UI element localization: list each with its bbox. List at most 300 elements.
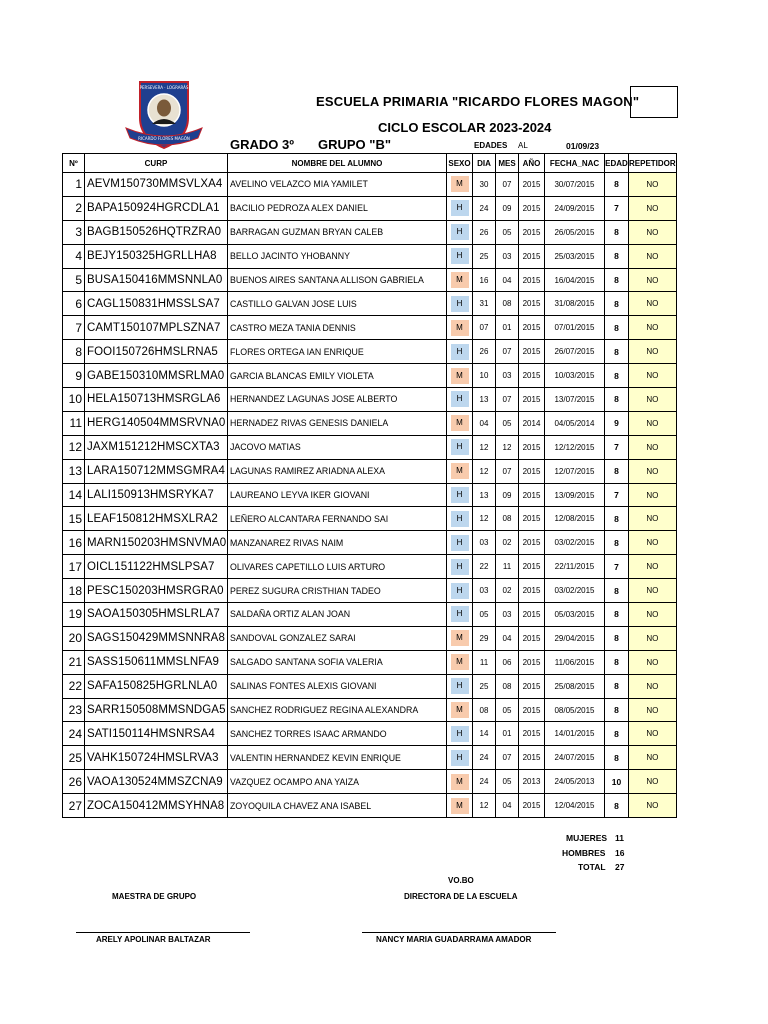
year-cell: 2015 [519, 244, 545, 268]
sex-badge: H [451, 224, 469, 240]
repeater-cell: NO [629, 531, 677, 555]
table-row [63, 603, 677, 627]
age-cell: 8 [605, 340, 629, 364]
repeater-cell: NO [629, 483, 677, 507]
student-name-cell: PEREZ SUGURA CRISTHIAN TADEO [228, 579, 447, 603]
table-row [63, 459, 677, 483]
student-name-cell: ZOYOQUILA CHAVEZ ANA ISABEL [228, 794, 447, 818]
month-cell: 02 [496, 531, 519, 555]
month-cell: 01 [496, 316, 519, 340]
age-cell: 7 [605, 435, 629, 459]
table-row [63, 435, 677, 459]
age-cell: 8 [605, 268, 629, 292]
sex-cell [447, 650, 473, 674]
row-number: 16 [63, 531, 85, 555]
logo-caption: RICARDO FLORES MAGÓN [138, 136, 190, 141]
table-header-row [63, 154, 677, 173]
principal-title: DIRECTORA DE LA ESCUELA [404, 892, 518, 901]
day-cell: 07 [473, 316, 496, 340]
sex-badge: M [451, 368, 469, 384]
curp-cell: CAGL150831HMSSLSA7 [85, 292, 228, 316]
year-cell: 2015 [519, 220, 545, 244]
month-cell: 05 [496, 698, 519, 722]
student-name-cell: VAZQUEZ OCAMPO ANA YAIZA [228, 770, 447, 794]
col-header-num: Nº [63, 154, 85, 173]
month-cell: 05 [496, 220, 519, 244]
birthdate-cell: 13/07/2015 [545, 388, 605, 412]
month-cell: 03 [496, 364, 519, 388]
month-cell: 06 [496, 650, 519, 674]
repeater-cell: NO [629, 364, 677, 388]
teacher-name: ARELY APOLINAR BALTAZAR [96, 935, 211, 944]
day-cell: 31 [473, 292, 496, 316]
repeater-cell: NO [629, 698, 677, 722]
repeater-cell: NO [629, 244, 677, 268]
age-cell: 7 [605, 555, 629, 579]
row-number: 22 [63, 674, 85, 698]
age-cell: 8 [605, 794, 629, 818]
month-cell: 04 [496, 268, 519, 292]
age-cell: 7 [605, 196, 629, 220]
age-cell: 8 [605, 626, 629, 650]
col-header-repetidor: REPETIDOR [629, 154, 677, 173]
year-cell: 2015 [519, 268, 545, 292]
day-cell: 08 [473, 698, 496, 722]
sex-badge: H [451, 750, 469, 766]
month-cell: 04 [496, 626, 519, 650]
sex-badge: H [451, 535, 469, 551]
table-row [63, 244, 677, 268]
birthdate-cell: 12/08/2015 [545, 507, 605, 531]
month-cell: 04 [496, 794, 519, 818]
repeater-cell: NO [629, 196, 677, 220]
sex-cell [447, 722, 473, 746]
curp-cell: VAOA130524MMSZCNA9 [85, 770, 228, 794]
student-name-cell: LAUREANO LEYVA IKER GIOVANI [228, 483, 447, 507]
age-cell: 8 [605, 507, 629, 531]
birthdate-cell: 25/03/2015 [545, 244, 605, 268]
sex-badge: M [451, 176, 469, 192]
age-cell: 8 [605, 244, 629, 268]
row-number: 26 [63, 770, 85, 794]
sex-badge: H [451, 606, 469, 622]
year-cell: 2015 [519, 531, 545, 555]
age-cell: 10 [605, 770, 629, 794]
col-header-curp: CURP [85, 154, 228, 173]
student-name-cell: OLIVARES CAPETILLO LUIS ARTURO [228, 555, 447, 579]
age-cell: 8 [605, 746, 629, 770]
table-row [63, 364, 677, 388]
month-cell: 02 [496, 579, 519, 603]
repeater-cell: NO [629, 650, 677, 674]
sex-cell [447, 388, 473, 412]
total-count: 27 [615, 862, 625, 872]
curp-cell: SASS150611MMSLNFA9 [85, 650, 228, 674]
repeater-cell: NO [629, 746, 677, 770]
year-cell: 2015 [519, 459, 545, 483]
student-name-cell: VALENTIN HERNANDEZ KEVIN ENRIQUE [228, 746, 447, 770]
month-cell: 08 [496, 674, 519, 698]
month-cell: 07 [496, 340, 519, 364]
repeater-cell: NO [629, 268, 677, 292]
curp-cell: HELA150713HMSRGLA6 [85, 388, 228, 412]
curp-cell: LARA150712MMSGMRA4 [85, 459, 228, 483]
sex-cell [447, 698, 473, 722]
sex-cell [447, 435, 473, 459]
sex-cell [447, 411, 473, 435]
month-cell: 08 [496, 507, 519, 531]
day-cell: 25 [473, 674, 496, 698]
curp-cell: BAPA150924HGRCDLA1 [85, 196, 228, 220]
month-cell: 11 [496, 555, 519, 579]
year-cell: 2015 [519, 364, 545, 388]
day-cell: 13 [473, 483, 496, 507]
col-header-edad: EDAD [605, 154, 629, 173]
table-row [63, 674, 677, 698]
sex-cell [447, 794, 473, 818]
age-cell: 8 [605, 603, 629, 627]
table-row [63, 770, 677, 794]
year-cell: 2015 [519, 579, 545, 603]
day-cell: 24 [473, 746, 496, 770]
year-cell: 2015 [519, 650, 545, 674]
grade-label: GRADO 3º [230, 137, 294, 152]
row-number: 24 [63, 722, 85, 746]
student-name-cell: MANZANAREZ RIVAS NAIM [228, 531, 447, 555]
sex-badge: H [451, 248, 469, 264]
year-cell: 2015 [519, 316, 545, 340]
student-name-cell: BACILIO PEDROZA ALEX DANIEL [228, 196, 447, 220]
age-cell: 8 [605, 650, 629, 674]
teacher-signature-line [76, 932, 250, 933]
row-number: 8 [63, 340, 85, 364]
day-cell: 04 [473, 411, 496, 435]
sex-cell [447, 340, 473, 364]
repeater-cell: NO [629, 507, 677, 531]
birthdate-cell: 04/05/2014 [545, 411, 605, 435]
sex-cell [447, 531, 473, 555]
table-row [63, 388, 677, 412]
row-number: 18 [63, 579, 85, 603]
table-row [63, 555, 677, 579]
row-number: 19 [63, 603, 85, 627]
repeater-cell: NO [629, 388, 677, 412]
student-name-cell: LAGUNAS RAMIREZ ARIADNA ALEXA [228, 459, 447, 483]
sex-badge: M [451, 702, 469, 718]
repeater-cell: NO [629, 579, 677, 603]
birthdate-cell: 07/01/2015 [545, 316, 605, 340]
sex-cell [447, 316, 473, 340]
birthdate-cell: 26/07/2015 [545, 340, 605, 364]
curp-cell: BUSA150416MMSNNLA0 [85, 268, 228, 292]
day-cell: 12 [473, 435, 496, 459]
sex-cell [447, 483, 473, 507]
mujeres-count: 11 [615, 833, 624, 843]
birthdate-cell: 29/04/2015 [545, 626, 605, 650]
day-cell: 30 [473, 173, 496, 197]
month-cell: 03 [496, 244, 519, 268]
year-cell: 2015 [519, 483, 545, 507]
student-name-cell: FLORES ORTEGA IAN ENRIQUE [228, 340, 447, 364]
day-cell: 12 [473, 794, 496, 818]
table-row [63, 579, 677, 603]
day-cell: 12 [473, 507, 496, 531]
year-cell: 2015 [519, 722, 545, 746]
sex-badge: M [451, 463, 469, 479]
curp-cell: OICL151122HMSLPSA7 [85, 555, 228, 579]
day-cell: 26 [473, 220, 496, 244]
repeater-cell: NO [629, 411, 677, 435]
day-cell: 05 [473, 603, 496, 627]
year-cell: 2015 [519, 196, 545, 220]
sex-badge: M [451, 774, 469, 790]
student-name-cell: SANCHEZ RODRIGUEZ REGINA ALEXANDRA [228, 698, 447, 722]
year-cell: 2015 [519, 507, 545, 531]
student-name-cell: BUENOS AIRES SANTANA ALLISON GABRIELA [228, 268, 447, 292]
day-cell: 24 [473, 196, 496, 220]
sex-cell [447, 364, 473, 388]
repeater-cell: NO [629, 603, 677, 627]
year-cell: 2015 [519, 794, 545, 818]
curp-cell: CAMT150107MPLSZNA7 [85, 316, 228, 340]
table-row [63, 173, 677, 197]
row-number: 12 [63, 435, 85, 459]
curp-cell: FOOI150726HMSLRNA5 [85, 340, 228, 364]
month-cell: 09 [496, 483, 519, 507]
student-name-cell: SALGADO SANTANA SOFIA VALERIA [228, 650, 447, 674]
day-cell: 11 [473, 650, 496, 674]
birthdate-cell: 24/09/2015 [545, 196, 605, 220]
sex-cell [447, 770, 473, 794]
col-header-anio: AÑO [519, 154, 545, 173]
logo-motto: PERSEVERA · LOGRARÁS [139, 85, 189, 90]
table-row [63, 316, 677, 340]
hombres-label: HOMBRES [562, 848, 606, 858]
day-cell: 10 [473, 364, 496, 388]
row-number: 17 [63, 555, 85, 579]
repeater-cell: NO [629, 674, 677, 698]
mujeres-label: MUJERES [566, 833, 608, 843]
birthdate-cell: 31/08/2015 [545, 292, 605, 316]
repeater-cell: NO [629, 770, 677, 794]
curp-cell: ZOCA150412MMSYHNA8 [85, 794, 228, 818]
birthdate-cell: 10/03/2015 [545, 364, 605, 388]
sex-cell [447, 746, 473, 770]
age-cell: 8 [605, 722, 629, 746]
year-cell: 2015 [519, 746, 545, 770]
year-cell: 2013 [519, 770, 545, 794]
month-cell: 05 [496, 770, 519, 794]
birthdate-cell: 26/05/2015 [545, 220, 605, 244]
birthdate-cell: 11/06/2015 [545, 650, 605, 674]
table-row [63, 531, 677, 555]
day-cell: 03 [473, 579, 496, 603]
birthdate-cell: 25/08/2015 [545, 674, 605, 698]
month-cell: 12 [496, 435, 519, 459]
age-cell: 8 [605, 316, 629, 340]
student-table [62, 153, 677, 818]
year-cell: 2015 [519, 674, 545, 698]
row-number: 4 [63, 244, 85, 268]
row-number: 11 [63, 411, 85, 435]
row-number: 21 [63, 650, 85, 674]
sex-cell [447, 220, 473, 244]
school-cycle: CICLO ESCOLAR 2023-2024 [378, 120, 552, 135]
row-number: 25 [63, 746, 85, 770]
curp-cell: SARR150508MMSNDGA5 [85, 698, 228, 722]
repeater-cell: NO [629, 340, 677, 364]
day-cell: 12 [473, 459, 496, 483]
curp-cell: LALI150913HMSRYKA7 [85, 483, 228, 507]
student-name-cell: BELLO JACINTO YHOBANNY [228, 244, 447, 268]
age-cell: 9 [605, 411, 629, 435]
year-cell: 2015 [519, 292, 545, 316]
month-cell: 07 [496, 173, 519, 197]
repeater-cell: NO [629, 173, 677, 197]
row-number: 6 [63, 292, 85, 316]
day-cell: 29 [473, 626, 496, 650]
curp-cell: SAFA150825HGRLNLA0 [85, 674, 228, 698]
row-number: 15 [63, 507, 85, 531]
table-row [63, 411, 677, 435]
student-name-cell: LEÑERO ALCANTARA FERNANDO SAI [228, 507, 447, 531]
month-cell: 07 [496, 459, 519, 483]
curp-cell: BEJY150325HGRLLHA8 [85, 244, 228, 268]
student-name-cell: SALDAÑA ORTIZ ALAN JOAN [228, 603, 447, 627]
month-cell: 08 [496, 292, 519, 316]
birthdate-cell: 08/05/2015 [545, 698, 605, 722]
hombres-count: 16 [615, 848, 625, 858]
school-title: ESCUELA PRIMARIA "RICARDO FLORES MAGON" [316, 94, 640, 109]
day-cell: 25 [473, 244, 496, 268]
month-cell: 01 [496, 722, 519, 746]
repeater-cell: NO [629, 722, 677, 746]
repeater-cell: NO [629, 459, 677, 483]
col-header-fecha: FECHA_NAC [545, 154, 605, 173]
day-cell: 24 [473, 770, 496, 794]
table-row [63, 292, 677, 316]
row-number: 7 [63, 316, 85, 340]
table-row [63, 626, 677, 650]
curp-cell: HERG140504MMSRVNA0 [85, 411, 228, 435]
repeater-cell: NO [629, 220, 677, 244]
age-cell: 8 [605, 674, 629, 698]
sex-badge: H [451, 726, 469, 742]
table-row [63, 268, 677, 292]
year-cell: 2015 [519, 173, 545, 197]
year-cell: 2015 [519, 340, 545, 364]
student-name-cell: GARCIA BLANCAS EMILY VIOLETA [228, 364, 447, 388]
birthdate-cell: 05/03/2015 [545, 603, 605, 627]
age-cell: 8 [605, 173, 629, 197]
table-row [63, 220, 677, 244]
row-number: 5 [63, 268, 85, 292]
curp-cell: VAHK150724HMSLRVA3 [85, 746, 228, 770]
repeater-cell: NO [629, 794, 677, 818]
sex-badge: M [451, 654, 469, 670]
month-cell: 09 [496, 196, 519, 220]
sex-cell [447, 674, 473, 698]
table-row [63, 340, 677, 364]
birthdate-cell: 24/07/2015 [545, 746, 605, 770]
sex-badge: M [451, 798, 469, 814]
sex-badge: H [451, 678, 469, 694]
table-row [63, 650, 677, 674]
curp-cell: MARN150203HMSNVMA0 [85, 531, 228, 555]
day-cell: 13 [473, 388, 496, 412]
sex-cell [447, 579, 473, 603]
student-name-cell: HERNANDEZ LAGUNAS JOSE ALBERTO [228, 388, 447, 412]
birthdate-cell: 12/12/2015 [545, 435, 605, 459]
month-cell: 07 [496, 388, 519, 412]
row-number: 3 [63, 220, 85, 244]
age-cell: 8 [605, 220, 629, 244]
sex-cell [447, 244, 473, 268]
row-number: 10 [63, 388, 85, 412]
curp-cell: SAOA150305HMSLRLA7 [85, 603, 228, 627]
student-name-cell: CASTRO MEZA TANIA DENNIS [228, 316, 447, 340]
sex-cell [447, 196, 473, 220]
sex-cell [447, 555, 473, 579]
age-cell: 7 [605, 483, 629, 507]
day-cell: 03 [473, 531, 496, 555]
age-cell: 8 [605, 531, 629, 555]
sex-cell [447, 459, 473, 483]
row-number: 13 [63, 459, 85, 483]
sex-badge: H [451, 391, 469, 407]
birthdate-cell: 12/07/2015 [545, 459, 605, 483]
age-cell: 8 [605, 698, 629, 722]
sex-cell [447, 507, 473, 531]
student-name-cell: BARRAGAN GUZMAN BRYAN CALEB [228, 220, 447, 244]
birthdate-cell: 22/11/2015 [545, 555, 605, 579]
age-cell: 8 [605, 364, 629, 388]
day-cell: 14 [473, 722, 496, 746]
table-row [63, 746, 677, 770]
student-name-cell: SALINAS FONTES ALEXIS GIOVANI [228, 674, 447, 698]
table-row [63, 722, 677, 746]
age-cell: 8 [605, 579, 629, 603]
repeater-cell: NO [629, 316, 677, 340]
birthdate-cell: 16/04/2015 [545, 268, 605, 292]
day-cell: 16 [473, 268, 496, 292]
school-crest-logo [122, 78, 206, 150]
row-number: 2 [63, 196, 85, 220]
curp-cell: SAGS150429MMSNNRA8 [85, 626, 228, 650]
age-cell: 8 [605, 388, 629, 412]
year-cell: 2015 [519, 626, 545, 650]
sex-badge: H [451, 511, 469, 527]
year-cell: 2014 [519, 411, 545, 435]
sex-badge: H [451, 583, 469, 599]
birthdate-cell: 30/07/2015 [545, 173, 605, 197]
row-number: 1 [63, 173, 85, 197]
year-cell: 2015 [519, 388, 545, 412]
table-row [63, 507, 677, 531]
sex-cell [447, 626, 473, 650]
sex-badge: H [451, 200, 469, 216]
age-cell: 8 [605, 292, 629, 316]
day-cell: 22 [473, 555, 496, 579]
col-header-mes: MES [496, 154, 519, 173]
col-header-nombre: NOMBRE DEL ALUMNO [228, 154, 447, 173]
sex-badge: M [451, 320, 469, 336]
birthdate-cell: 12/04/2015 [545, 794, 605, 818]
curp-cell: PESC150203HMSRGRA0 [85, 579, 228, 603]
table-row [63, 794, 677, 818]
birthdate-cell: 24/05/2013 [545, 770, 605, 794]
ages-at-label: AL [518, 141, 528, 150]
